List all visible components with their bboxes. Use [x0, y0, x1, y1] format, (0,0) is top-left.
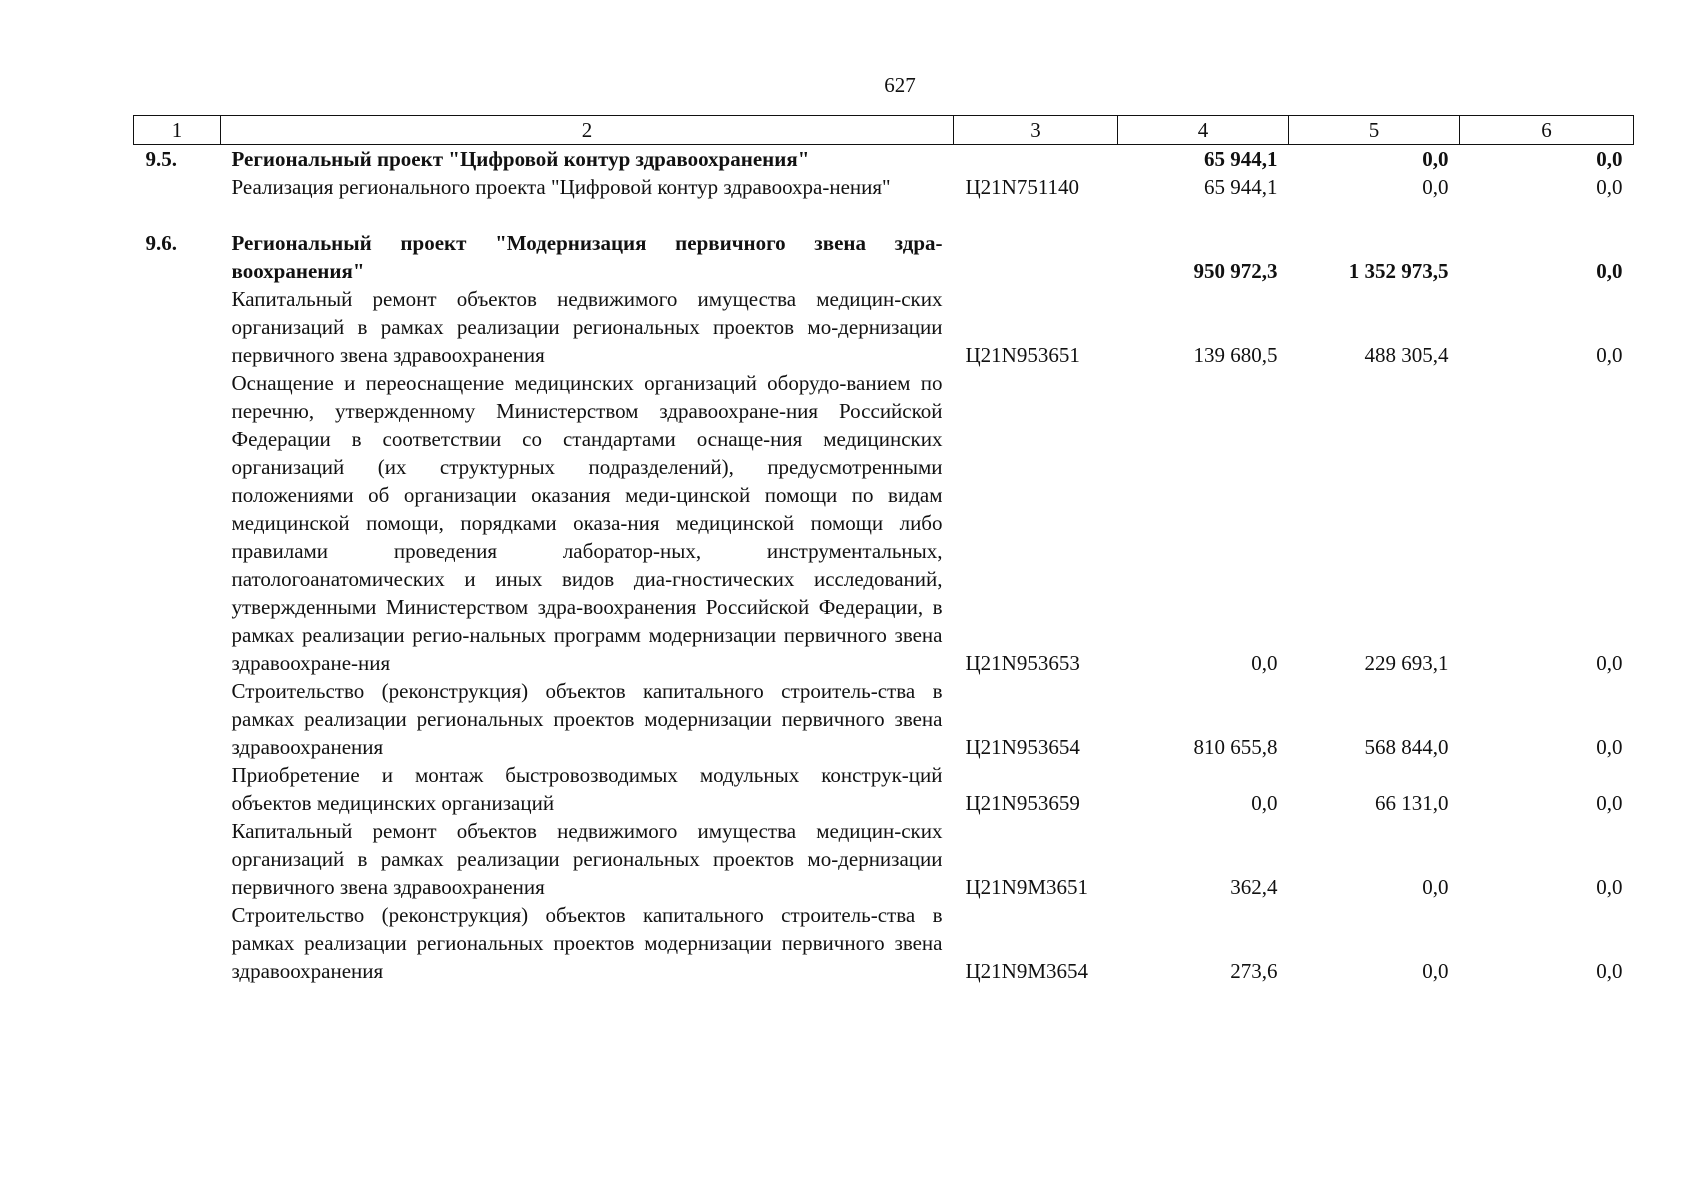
section-row: [134, 145, 1634, 174]
row-value-col5: 66 131,0: [1375, 791, 1449, 815]
row-value-col4: 65 944,1: [1204, 147, 1278, 171]
row-value-col4: 0,0: [1251, 651, 1278, 675]
row-number: [134, 173, 221, 201]
row-code: [954, 145, 1118, 174]
row-description: Капитальный ремонт объектов недвижимого имущества медицин-ских организаций в рамках реализации региональных проектов мо-дернизации первичного звена здравоохранения: [231, 819, 943, 899]
page-number: 627: [884, 73, 916, 97]
row-code: Ц21N9M3654: [965, 959, 1089, 983]
row-number: [134, 677, 221, 761]
row-code: Ц21N953659: [965, 791, 1080, 815]
header-col-4: 4: [1118, 116, 1289, 145]
row-description: Оснащение и переоснащение медицинских организаций оборудо-ванием по перечню, утвержденному Министерством здравоохране-ния Российской Федерации в соответствии со стандартами оснаще-ния медицинских организаций (их структурных подразделений), предусмотренными положениями об организации оказания меди-цинской помощи по видам медицинской помощи, порядками оказа-ния медицинской помощи либо правилами проведения лаборатор-ных, инструментальных, патологоанатомических и иных видов диа-гностических исследований, утвержденными Министерством здра-воохранения Российской Федерации, в рамках реализации регио-нальных программ модернизации первичного звена здравоохране-ния: [231, 371, 943, 675]
table-row: [134, 173, 1634, 201]
spacer-cell: [134, 201, 1634, 229]
table-row: [134, 677, 1634, 761]
spacer-row: [134, 201, 1634, 229]
row-number: [134, 285, 221, 369]
row-code: Ц21N953651: [965, 343, 1080, 367]
row-value-col6: 0,0: [1596, 875, 1623, 899]
row-value-col6: 0,0: [1596, 343, 1623, 367]
row-description: Строительство (реконструкция) объектов капитального строитель-ства в рамках реализации региональных проектов модернизации первичного звена здравоохранения: [231, 679, 943, 759]
row-number: [134, 817, 221, 901]
row-value-col5: 488 305,4: [1364, 343, 1449, 367]
row-value-col6: 0,0: [1596, 651, 1623, 675]
row-value-col5: 1 352 973,5: [1348, 259, 1449, 283]
row-value-col4: 273,6: [1230, 959, 1278, 983]
row-number: 9.6.: [145, 231, 177, 255]
row-code: Ц21N953654: [965, 735, 1080, 759]
row-description: Приобретение и монтаж быстровозводимых модульных конструк-ций объектов медицинских организаций: [231, 763, 943, 815]
row-description: Капитальный ремонт объектов недвижимого имущества медицин-ских организаций в рамках реализации региональных проектов мо-дернизации первичного звена здравоохранения: [231, 287, 943, 367]
row-value-col4: 362,4: [1230, 875, 1278, 899]
row-value-col4: 950 972,3: [1193, 259, 1278, 283]
budget-table: [133, 115, 1634, 985]
header-col-3: 3: [954, 116, 1118, 145]
row-code: Ц21N953653: [965, 651, 1080, 675]
row-code: Ц21N9M3651: [965, 875, 1089, 899]
section-row: [134, 229, 1634, 285]
row-value-col5: 229 693,1: [1364, 651, 1449, 675]
row-value-col6: 0,0: [1596, 735, 1623, 759]
row-value-col5: 0,0: [1422, 175, 1449, 199]
row-number: [134, 761, 221, 817]
row-value-col4: 139 680,5: [1193, 343, 1278, 367]
header-row: [134, 116, 1634, 145]
table-row: [134, 761, 1634, 817]
header-col-5: 5: [1289, 116, 1460, 145]
row-value-col4: 65 944,1: [1204, 175, 1278, 199]
row-value-col5: 0,0: [1422, 959, 1449, 983]
row-value-col5: 0,0: [1422, 147, 1449, 171]
table-row: [134, 285, 1634, 369]
row-value-col6: 0,0: [1596, 147, 1623, 171]
row-value-col5: 0,0: [1422, 875, 1449, 899]
row-number: [134, 901, 221, 985]
row-value-col6: 0,0: [1596, 791, 1623, 815]
row-value-col6: 0,0: [1596, 175, 1623, 199]
table-body: [134, 145, 1634, 986]
row-value-col5: 568 844,0: [1364, 735, 1449, 759]
row-description: Строительство (реконструкция) объектов капитального строитель-ства в рамках реализации региональных проектов модернизации первичного звена здравоохранения: [231, 903, 943, 983]
row-value-col6: 0,0: [1596, 959, 1623, 983]
table-row: [134, 901, 1634, 985]
table-row: [134, 369, 1634, 677]
row-code: Ц21N751140: [965, 175, 1080, 199]
table-row: [134, 817, 1634, 901]
row-description: Региональный проект "Модернизация первичного звена здра-воохранения": [231, 231, 943, 283]
header-col-2: 2: [221, 116, 954, 145]
header-col-6: 6: [1460, 116, 1634, 145]
row-value-col4: 810 655,8: [1193, 735, 1278, 759]
table-header: [134, 116, 1634, 145]
header-col-1: 1: [134, 116, 221, 145]
budget-table-container: [133, 115, 1633, 985]
row-number: 9.5.: [145, 147, 177, 171]
row-value-col6: 0,0: [1596, 259, 1623, 283]
row-value-col4: 0,0: [1251, 791, 1278, 815]
row-code: [954, 229, 1118, 285]
row-description: Региональный проект "Цифровой контур здравоохранения": [231, 147, 810, 171]
row-description: Реализация регионального проекта "Цифровой контур здравоохра-нения": [231, 175, 891, 199]
row-number: [134, 369, 221, 677]
